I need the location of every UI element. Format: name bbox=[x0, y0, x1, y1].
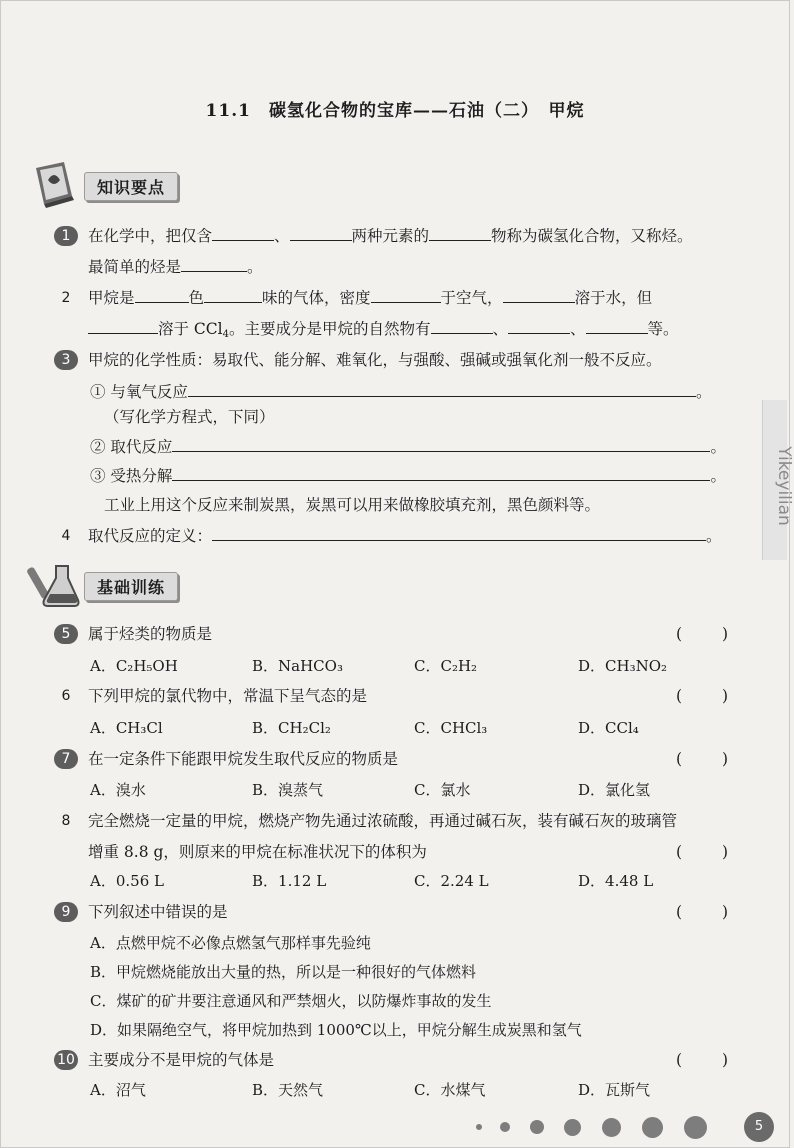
q2-text-i: 、 bbox=[570, 320, 586, 338]
q10-option-b[interactable]: B．天然气 bbox=[252, 1081, 324, 1099]
q3-item-c bbox=[90, 465, 730, 487]
q1-text-e: 最简单的烃是 bbox=[88, 258, 182, 276]
q3-blank-c[interactable] bbox=[172, 465, 710, 481]
footer-dot bbox=[642, 1117, 663, 1138]
q2-text-f: 溶于 CCl bbox=[158, 320, 223, 338]
footer-dot bbox=[602, 1118, 621, 1137]
q10-answer-paren[interactable] bbox=[676, 1049, 728, 1071]
q2-blank-6[interactable] bbox=[431, 318, 493, 334]
q6-option-b[interactable]: B．CH₂Cl₂ bbox=[252, 719, 331, 737]
question-number-10: 10 bbox=[54, 1050, 78, 1070]
question-number-8: 8 bbox=[61, 813, 71, 829]
paren-open: ( bbox=[676, 1051, 683, 1069]
q2-blank-5[interactable] bbox=[88, 318, 158, 334]
q3-item-a bbox=[90, 381, 730, 403]
q2-text-j: 等。 bbox=[647, 320, 679, 338]
q2-text-b: 色 bbox=[188, 289, 205, 307]
footer-dot bbox=[530, 1120, 544, 1134]
q8-option-c[interactable]: C．2.24 L bbox=[414, 872, 489, 890]
q8-text-line1: 完全燃烧一定量的甲烷，燃烧产物先通过浓硫酸，再通过碱石灰，装有碱石灰的玻璃管 bbox=[88, 812, 678, 830]
q10-option-d[interactable]: D．瓦斯气 bbox=[578, 1081, 651, 1099]
paren-close: ) bbox=[721, 1051, 728, 1069]
footer-dot bbox=[476, 1124, 482, 1130]
question-number-6: 6 bbox=[61, 688, 71, 704]
page-title: 11.1 碳氢化合物的宝库——石油（二） 甲烷 bbox=[205, 101, 585, 121]
q2-text-g: 。主要成分是甲烷的自然物有 bbox=[228, 320, 431, 338]
q1-line1 bbox=[88, 225, 730, 247]
question-number-1: 1 bbox=[54, 226, 78, 246]
q4-period: 。 bbox=[706, 527, 722, 545]
q6-option-d[interactable]: D．CCl₄ bbox=[578, 719, 639, 737]
paren-close: ) bbox=[721, 843, 728, 861]
question-number-7: 7 bbox=[54, 749, 78, 769]
q10-option-a[interactable]: A．沼气 bbox=[90, 1081, 146, 1099]
q1-blank-2[interactable] bbox=[290, 225, 352, 241]
paren-open: ( bbox=[676, 843, 683, 861]
q3-item-a-note: （写化学方程式，下同） bbox=[104, 408, 275, 426]
q5-option-a[interactable]: A．C₂H₅OH bbox=[90, 657, 178, 675]
knowledge-section-header bbox=[30, 160, 230, 210]
paren-close: ) bbox=[721, 625, 728, 643]
q9-option-c[interactable]: C．煤矿的矿井要注意通风和严禁烟火，以防爆炸事故的发生 bbox=[90, 992, 492, 1010]
q5-option-d[interactable]: D．CH₃NO₂ bbox=[578, 657, 668, 675]
q9-answer-paren[interactable] bbox=[676, 901, 728, 923]
q7-text: 在一定条件下能跟甲烷发生取代反应的物质是 bbox=[88, 750, 399, 768]
page-number: 5 bbox=[744, 1112, 774, 1142]
footer-dot bbox=[500, 1122, 510, 1132]
q9-option-b[interactable]: B．甲烷燃烧能放出大量的热，所以是一种很好的气体燃料 bbox=[90, 963, 477, 981]
paren-open: ( bbox=[676, 903, 683, 921]
footer-dot bbox=[564, 1119, 581, 1136]
q8-option-a[interactable]: A．0.56 L bbox=[90, 872, 164, 890]
q8-option-b[interactable]: B．1.12 L bbox=[252, 872, 327, 890]
paren-close: ) bbox=[721, 750, 728, 768]
paren-open: ( bbox=[676, 750, 683, 768]
q3-text: 甲烷的化学性质：易取代、能分解、难氧化，与强酸、强碱或强氧化剂一般不反应。 bbox=[88, 351, 662, 369]
q1-text-c: 两种元素的 bbox=[351, 227, 430, 245]
q6-answer-paren[interactable] bbox=[676, 685, 728, 707]
flask-icon bbox=[30, 560, 84, 610]
q2-blank-3[interactable] bbox=[371, 287, 441, 303]
question-number-4: 4 bbox=[61, 528, 71, 544]
question-number-9: 9 bbox=[54, 902, 78, 922]
footer-dots bbox=[470, 1112, 790, 1142]
q5-option-b[interactable]: B．NaHCO₃ bbox=[252, 657, 343, 675]
q3-period-c: 。 bbox=[710, 467, 726, 485]
q2-blank-2[interactable] bbox=[204, 287, 262, 303]
q3-blank-a[interactable] bbox=[188, 381, 696, 397]
q6-option-c[interactable]: C．CHCl₃ bbox=[414, 719, 488, 737]
q1-line2 bbox=[88, 256, 730, 278]
q7-option-b[interactable]: B．溴蒸气 bbox=[252, 781, 324, 799]
q9-option-a[interactable]: A．点燃甲烷不必像点燃氢气那样事先验纯 bbox=[90, 934, 371, 952]
q5-option-c[interactable]: C．C₂H₂ bbox=[414, 657, 478, 675]
question-number-3: 3 bbox=[54, 350, 78, 370]
knowledge-section-label: 知识要点 bbox=[84, 172, 178, 201]
q3-blank-b[interactable] bbox=[172, 436, 710, 452]
q2-blank-8[interactable] bbox=[586, 318, 648, 334]
q6-option-a[interactable]: A．CH₃Cl bbox=[90, 719, 163, 737]
q10-option-c[interactable]: C．水煤气 bbox=[414, 1081, 486, 1099]
q2-line1 bbox=[88, 287, 730, 309]
q7-option-c[interactable]: C．氯水 bbox=[414, 781, 471, 799]
book-icon bbox=[30, 160, 84, 210]
q1-text-f: 。 bbox=[247, 258, 263, 276]
q3-item-c-text: ③ 受热分解 bbox=[90, 467, 173, 485]
q9-text: 下列叙述中错误的是 bbox=[88, 903, 228, 921]
q5-answer-paren[interactable] bbox=[676, 623, 728, 645]
q2-text-a: 甲烷是 bbox=[88, 289, 135, 307]
q5-text: 属于烃类的物质是 bbox=[88, 625, 213, 643]
q3-item-b bbox=[90, 436, 730, 458]
q7-option-a[interactable]: A．溴水 bbox=[90, 781, 146, 799]
q1-text-b: 、 bbox=[274, 227, 290, 245]
q2-subscript: 4 bbox=[222, 329, 229, 340]
paren-close: ) bbox=[721, 903, 728, 921]
q4-blank[interactable] bbox=[212, 525, 706, 541]
q8-option-d[interactable]: D．4.48 L bbox=[578, 872, 654, 890]
paren-open: ( bbox=[676, 625, 683, 643]
q2-blank-1[interactable] bbox=[135, 287, 189, 303]
question-number-5: 5 bbox=[54, 624, 78, 644]
q1-text-a: 在化学中，把仅含 bbox=[88, 227, 213, 245]
q8-text-line2: 增重 8.8 g，则原来的甲烷在标准状况下的体积为 bbox=[88, 843, 427, 861]
basic-section-label: 基础训练 bbox=[84, 572, 178, 601]
q3-period-a: 。 bbox=[695, 383, 712, 401]
q7-answer-paren[interactable] bbox=[676, 748, 728, 770]
q1-blank-3[interactable] bbox=[429, 225, 491, 241]
q2-blank-4[interactable] bbox=[503, 287, 575, 303]
q10-text: 主要成分不是甲烷的气体是 bbox=[88, 1051, 275, 1069]
q1-blank-1[interactable] bbox=[212, 225, 274, 241]
q2-text-h: 、 bbox=[492, 320, 509, 338]
q3-item-a-text: ① 与氧气反应 bbox=[90, 383, 188, 401]
paren-close: ) bbox=[721, 687, 728, 705]
side-brand-text: Yikeyilian bbox=[774, 446, 794, 526]
paren-open: ( bbox=[676, 687, 683, 705]
q9-option-d[interactable]: D．如果隔绝空气，将甲烷加热到 1000℃以上，甲烷分解生成炭黑和氢气 bbox=[90, 1021, 582, 1039]
q2-line2 bbox=[88, 318, 730, 346]
q7-option-d[interactable]: D．氯化氢 bbox=[578, 781, 651, 799]
footer-dot bbox=[684, 1116, 707, 1139]
q2-text-e: 溶于水，但 bbox=[574, 289, 653, 307]
q6-text: 下列甲烷的氯代物中，常温下呈气态的是 bbox=[88, 687, 368, 705]
q4-text: 取代反应的定义： bbox=[88, 527, 213, 545]
q3-period-b: 。 bbox=[710, 438, 726, 456]
q2-blank-7[interactable] bbox=[508, 318, 570, 334]
basic-section-header bbox=[30, 560, 230, 610]
q3-item-b-text: ② 取代反应 bbox=[90, 438, 173, 456]
q2-text-d: 于空气， bbox=[440, 289, 503, 307]
q2-text-c: 味的气体，密度 bbox=[262, 289, 371, 307]
question-number-2: 2 bbox=[61, 290, 71, 306]
q3-item-c-note: 工业上用这个反应来制炭黑，炭黑可以用来做橡胶填充剂，黑色颜料等。 bbox=[104, 496, 601, 514]
q1-blank-4[interactable] bbox=[181, 256, 247, 272]
q1-text-d: 物称为碳氢化合物，又称烃。 bbox=[491, 227, 693, 245]
q8-answer-paren[interactable] bbox=[676, 841, 728, 863]
q4-line bbox=[88, 525, 730, 547]
